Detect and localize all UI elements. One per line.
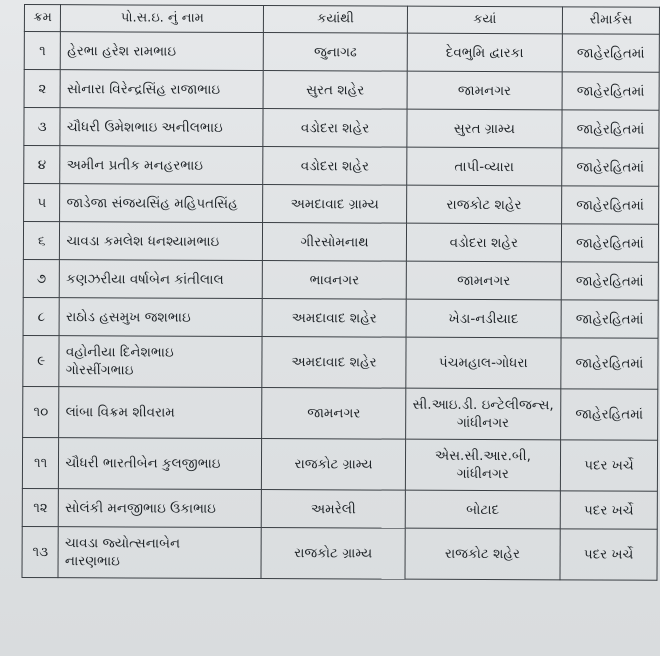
row-no: ૧ [24, 32, 61, 70]
row-name-line1: વહોનીયા દિનેશભાઇ [65, 344, 174, 361]
row-to: રાજકોટ શહેર [405, 528, 560, 580]
row-no: ૨ [24, 70, 61, 108]
row-to-line2: ગાંધીનગર [456, 465, 509, 483]
row-to: સુરત ગ્રામ્ય [407, 109, 562, 148]
row-remarks: જાહેરહિતમાં [561, 300, 658, 338]
row-from: રાજકોટ ગ્રામ્ય [261, 528, 405, 580]
row-to-line2: ગાંધીનગર [457, 414, 510, 432]
table-row [23, 335, 658, 389]
table-row [23, 386, 658, 440]
row-remarks: જાહેરહિતમાં [561, 262, 658, 300]
row-to: તાપી-વ્યારા [406, 147, 561, 186]
table-row [23, 259, 658, 300]
row-no: ૫ [24, 184, 61, 222]
row-remarks: જાહેરહિતમાં [562, 186, 659, 224]
row-no: ૧૦ [23, 386, 60, 437]
row-from: અમરેલી [262, 490, 405, 529]
row-remarks: જાહેરહિતમાં [561, 389, 658, 440]
header-no: ક્રમ [24, 5, 60, 32]
row-from: વડોદરા શહેર [263, 109, 406, 148]
row-no: ૪ [24, 146, 61, 184]
row-no: ૧૩ [22, 526, 59, 577]
table-row [22, 488, 657, 529]
row-no: ૧૨ [22, 488, 59, 526]
row-to: રાજકોટ શહેર [406, 185, 561, 224]
row-from: રાજકોટ ગ્રામ્ય [262, 439, 406, 491]
header-from: કયાંથી [264, 6, 407, 34]
row-name: લાંબા વિક્રમ શીવરામ [59, 387, 262, 439]
row-to-line1: એસ.સી.આર.બી, [434, 447, 531, 465]
row-from: અમદાવાદ શહેર [262, 337, 406, 389]
row-no: ૭ [23, 259, 60, 297]
row-name-line2: ગોરસીંગભાઇ [65, 362, 134, 379]
row-to: જામનગર [407, 71, 562, 110]
row-remarks: પદર ખર્ચે [560, 529, 657, 580]
row-name: સોલંકી મનજીભાઇ ઉકાભાઇ [59, 489, 262, 528]
row-from: વડોદરા શહેર [263, 147, 406, 186]
table-header-row [24, 5, 659, 35]
row-from: જામનગર [262, 388, 406, 440]
row-to: જામનગર [406, 261, 561, 300]
row-no: ૮ [23, 297, 60, 335]
row-from: અમદાવાદ શહેર [262, 299, 405, 338]
row-remarks: પદર ખર્ચે [560, 440, 657, 491]
row-remarks: જાહેરહિતમાં [562, 110, 659, 148]
row-to: પંચમહાલ-ગોધરા [406, 337, 561, 389]
row-no: ૧૧ [22, 437, 59, 488]
row-name: સોનારા વિરેન્દ્રસિંહ રાજાભાઇ [60, 70, 263, 109]
row-from: ગીરસોમનાથ [263, 223, 406, 262]
row-from: જુનાગઢ [264, 33, 407, 72]
table-row [22, 526, 657, 580]
table-row [24, 32, 659, 73]
row-name: ચાવડા કમલેશ ધનશ્યામભાઇ [60, 222, 263, 261]
table-row [24, 146, 659, 187]
row-name: હેરભા હરેશ રામભાઇ [61, 32, 264, 71]
row-to: દેવભુમિ દ્વારકા [407, 33, 562, 72]
header-name: પો.સ.ઇ. નું નામ [61, 5, 264, 33]
row-remarks: જાહેરહિતમાં [561, 224, 658, 262]
row-to: વડોદરા શહેર [406, 223, 561, 262]
row-to [405, 439, 560, 491]
row-name-line2: નારણભાઇ [64, 553, 120, 570]
row-from: સુરત શહેર [263, 71, 406, 110]
row-remarks: જાહેરહિતમાં [561, 338, 658, 389]
row-name [59, 336, 262, 388]
row-remarks: પદર ખર્ચે [560, 491, 657, 529]
row-from: ભાવનગર [263, 261, 406, 300]
row-to: ખેડા-નડીયાદ [406, 299, 561, 338]
row-name-line1: ચાવડા જ્યોત્સનાબેન [64, 535, 181, 552]
row-no: ૬ [23, 222, 60, 260]
row-remarks: જાહેરહિતમાં [562, 34, 659, 72]
row-name: ચૌધરી ભારતીબેન કુલજીભાઇ [59, 438, 262, 490]
row-name: રાઠોડ હસમુખ જશભાઇ [59, 298, 262, 337]
row-to: બોટાદ [405, 490, 560, 529]
table-row [24, 184, 659, 225]
row-remarks: જાહેરહિતમાં [562, 72, 659, 110]
header-remarks: રીમાર્કસ [562, 7, 659, 34]
table-row [23, 222, 658, 263]
table-row [23, 297, 658, 338]
row-no: ૯ [23, 335, 60, 386]
row-remarks: જાહેરહિતમાં [562, 148, 659, 186]
row-to-line1: સી.આઇ.ડી. ઇન્ટેલીજન્સ, [412, 396, 554, 414]
row-name [58, 527, 261, 579]
row-name: જાડેજા સંજયસિંહ મહિપતસિંહ [60, 184, 263, 223]
header-to: કયાં [407, 6, 562, 34]
row-name: કણઝરીયા વર્ષાબેન કાંતીલાલ [60, 260, 263, 299]
row-name: અમીન પ્રતીક મનહરભાઇ [60, 146, 263, 185]
row-to [405, 388, 560, 440]
row-name: ચૌધરી ઉમેશભાઇ અનીલભાઇ [60, 108, 263, 147]
transfer-table [21, 4, 659, 581]
table-row [22, 437, 657, 491]
row-no: ૩ [24, 108, 61, 146]
table-row [24, 108, 659, 149]
table-row [24, 70, 659, 111]
row-from: અમદાવાદ ગ્રામ્ય [263, 185, 406, 224]
